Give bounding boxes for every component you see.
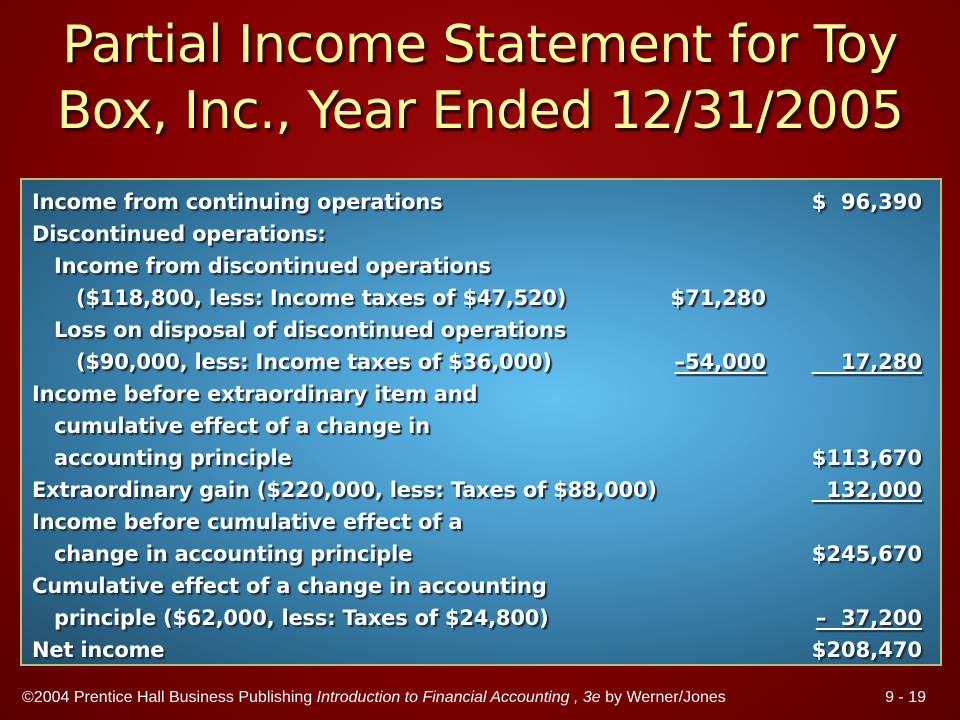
row-label: Income from discontinued operations xyxy=(54,254,491,278)
row-label: Loss on disposal of discontinued operations xyxy=(54,318,567,342)
row-label: accounting principle xyxy=(54,446,292,470)
row-label: Cumulative effect of a change in accounting xyxy=(32,574,547,598)
statement-row-cumulative-effect-2 xyxy=(22,602,940,634)
statement-row-income-before-cumulative-2 xyxy=(22,538,940,570)
statement-row-income-before-extraordinary-2 xyxy=(22,410,940,442)
statement-row-continuing-ops xyxy=(22,186,940,218)
statement-row-income-discontinued xyxy=(22,250,940,282)
row-label: cumulative effect of a change in xyxy=(54,414,430,438)
statement-row-loss-disposal xyxy=(22,314,940,346)
row-label: change in accounting principle xyxy=(54,542,413,566)
slide-footer xyxy=(0,684,960,712)
income-statement-panel xyxy=(20,178,942,666)
row-label: ($90,000, less: Income taxes of $36,000) xyxy=(76,350,552,374)
row-amount: $208,470 xyxy=(811,638,922,662)
slide-title xyxy=(0,12,960,144)
row-amount: 17,280 xyxy=(811,350,922,374)
footer-copyright: ©2004 Prentice Hall Business Publishing xyxy=(22,689,313,706)
statement-row-income-discontinued-detail xyxy=(22,282,940,314)
row-amount: – 37,200 xyxy=(815,606,922,630)
statement-row-discontinued-header xyxy=(22,218,940,250)
row-label: principle ($62,000, less: Taxes of $24,800) xyxy=(54,606,549,630)
row-amount: $245,670 xyxy=(811,542,922,566)
footer-credit xyxy=(22,684,726,712)
row-label: ($118,800, less: Income taxes of $47,520) xyxy=(76,286,567,310)
slide-title-line-1: Partial Income Statement for Toy xyxy=(62,15,898,75)
row-subamount: –54,000 xyxy=(674,350,766,374)
row-label: Extraordinary gain ($220,000, less: Taxes of $88,000) xyxy=(32,478,657,502)
row-label: Income before cumulative effect of a xyxy=(32,510,463,534)
footer-authors: by Werner/Jones xyxy=(605,689,726,706)
footer-book-title: Introduction to Financial Accounting , 3e xyxy=(316,689,601,706)
row-amount: $ 96,390 xyxy=(811,190,922,214)
row-amount: 132,000 xyxy=(811,478,922,502)
statement-row-loss-disposal-detail xyxy=(22,346,940,378)
statement-row-cumulative-effect xyxy=(22,570,940,602)
row-label: Income from continuing operations xyxy=(32,190,443,214)
statement-row-income-before-extraordinary xyxy=(22,378,940,410)
row-subamount: $71,280 xyxy=(670,286,766,310)
slide-title-line-2: Box, Inc., Year Ended 12/31/2005 xyxy=(56,81,904,141)
statement-row-net-income xyxy=(22,634,940,666)
footer-page-number: 9 - 19 xyxy=(885,689,926,706)
row-label: Discontinued operations: xyxy=(32,222,326,246)
statement-row-income-before-extraordinary-3 xyxy=(22,442,940,474)
statement-row-income-before-cumulative xyxy=(22,506,940,538)
row-amount: $113,670 xyxy=(811,446,922,470)
row-label: Income before extraordinary item and xyxy=(32,382,478,406)
row-label: Net income xyxy=(32,638,165,662)
statement-row-extraordinary-gain xyxy=(22,474,940,506)
